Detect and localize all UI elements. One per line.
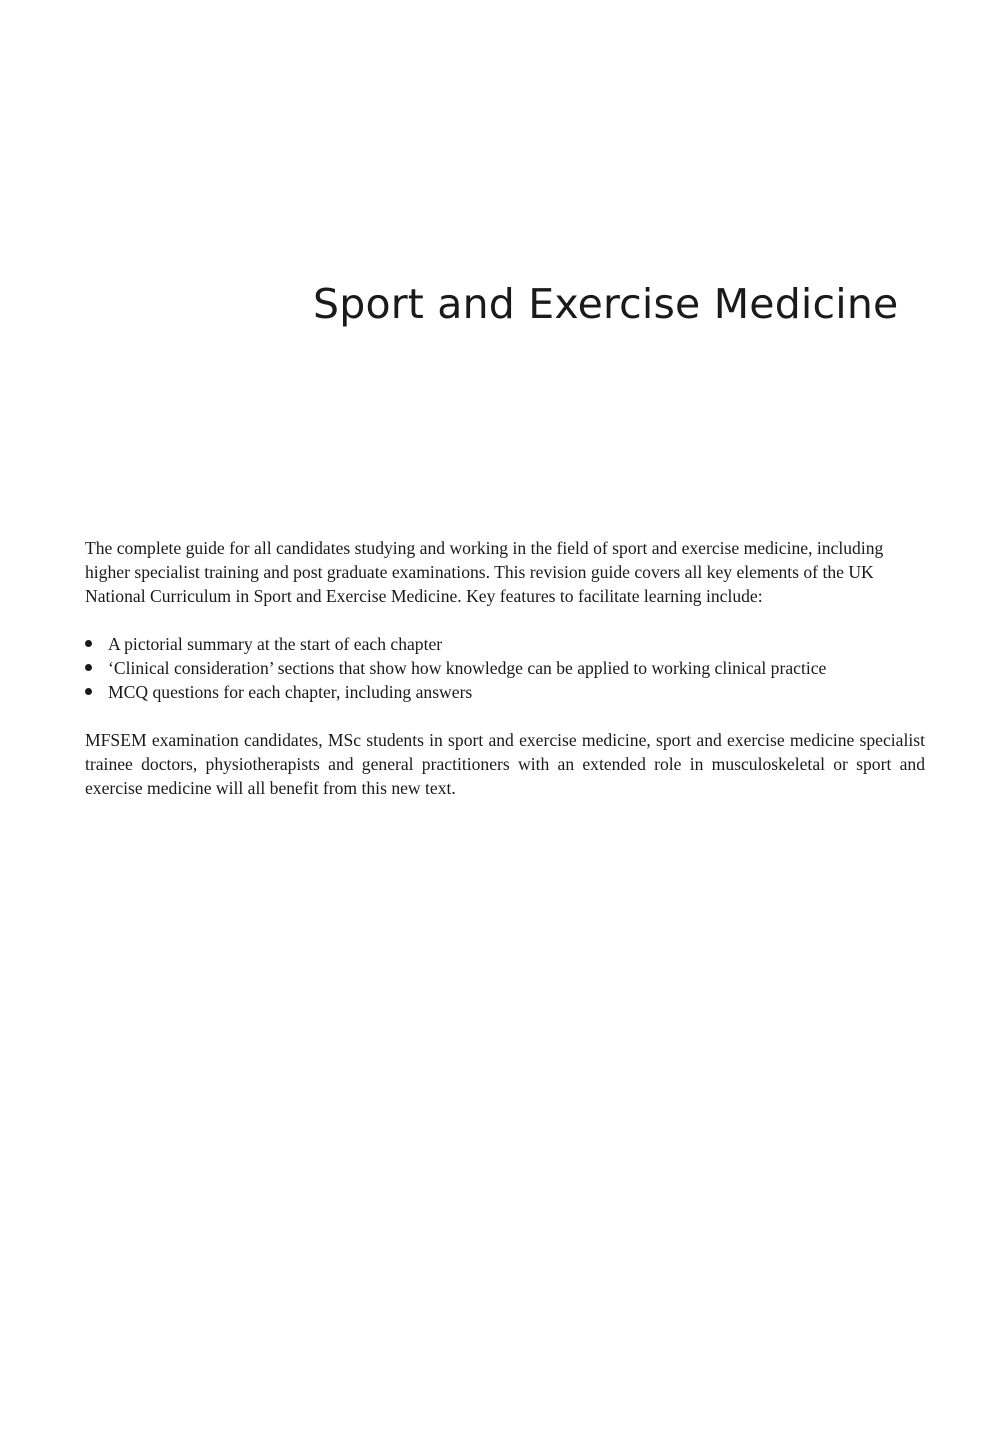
bullet-icon: [85, 664, 92, 671]
feature-text: ‘Clinical consideration’ sections that show how knowledge can be applied to working clinical practice: [108, 658, 827, 678]
feature-text: A pictorial summary at the start of each chapter: [108, 634, 443, 654]
book-title: Sport and Exercise Medicine: [313, 280, 899, 328]
list-item: [85, 680, 925, 704]
list-item: [85, 632, 925, 656]
book-blurb: [85, 536, 925, 800]
key-features-list: [85, 632, 925, 704]
intro-paragraph: The complete guide for all candidates studying and working in the field of sport and exercise medicine, including higher specialist training and post graduate examinations. This revision guide covers all key elements of the UK National Curriculum in Sport and Exercise Medicine. Key features to facilitate learning include:: [85, 538, 884, 606]
feature-text: MCQ questions for each chapter, including answers: [108, 682, 473, 702]
bullet-icon: [85, 640, 92, 647]
audience-paragraph: MFSEM examination candidates, MSc students in sport and exercise medicine, sport and exercise medicine specialist trainee doctors, physiotherapists and general practitioners with an extended role in musculoskeletal or sport and exercise medicine will all benefit from this new text.: [85, 730, 925, 798]
list-item: [85, 656, 925, 680]
bullet-icon: [85, 688, 92, 695]
